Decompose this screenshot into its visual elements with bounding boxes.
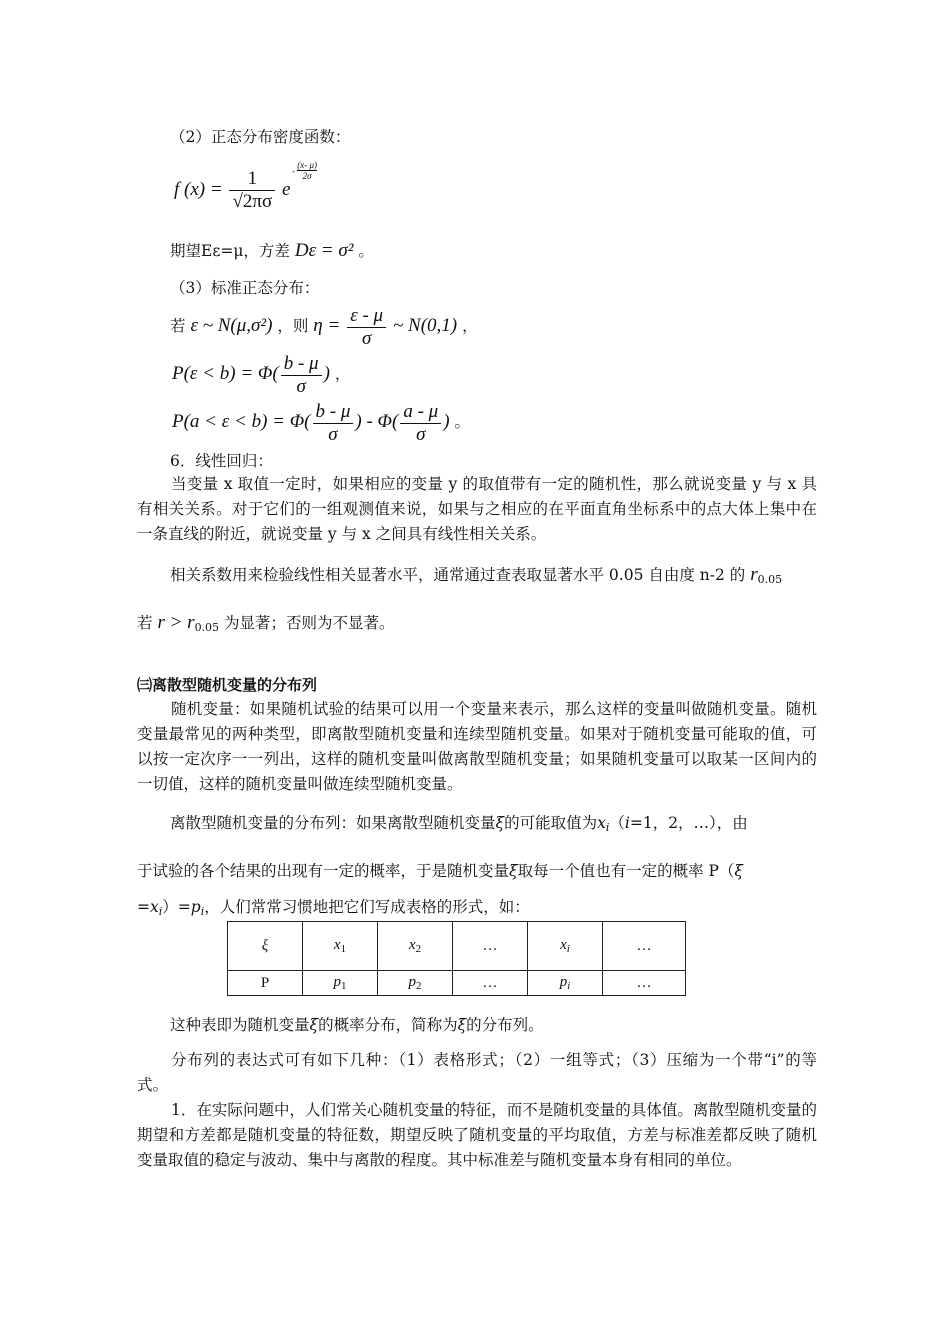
table-cell: …: [453, 971, 528, 996]
after-table-c: 的分布列。: [466, 1016, 544, 1034]
p2-close: ): [443, 411, 450, 432]
density-fraction: [229, 168, 275, 213]
density-exp-base: e: [281, 179, 291, 200]
density-formula: [174, 160, 290, 220]
table-header-p: P: [228, 971, 303, 996]
xi-symbol-3: ξ: [734, 862, 743, 880]
p2-mid: ) - Φ(: [355, 411, 399, 432]
p2-numerator-2: a - μ: [403, 400, 439, 422]
p1-end: ，: [334, 365, 351, 383]
probability-text-b: 取每一个值也有一定的概率 P（: [517, 862, 735, 880]
section-heading: ㈢离散型随机变量的分布列: [137, 676, 318, 694]
distribution-text-c: （: [609, 814, 625, 832]
variance-formula: Dε = σ²: [294, 240, 354, 261]
table-header-xi: ξ: [228, 922, 303, 971]
after-table-line: [170, 1012, 544, 1038]
significance-suffix: 为显著；否则为不显著。: [224, 614, 395, 632]
eta-numerator: ε - μ: [350, 304, 384, 326]
distribution-intro-line: [170, 810, 748, 841]
xi-symbol-2: ξ: [509, 862, 518, 880]
x-symbol: x: [597, 814, 606, 832]
p2-end: 。: [454, 413, 470, 431]
p1-close: ): [323, 363, 330, 384]
p1-numerator: b - μ: [283, 352, 319, 374]
after-table-b: 的概率分布，简称为: [318, 1016, 458, 1034]
i-subscript: i: [605, 821, 610, 834]
distribution-text-d: =1，2，…），由: [629, 814, 748, 832]
exponent-numerator: (x- μ): [297, 160, 318, 170]
r-subscript: 0.05: [757, 573, 783, 586]
expectation-text: 期望Eε=μ，方差: [170, 242, 290, 260]
table-cell: $x_i$: [528, 922, 603, 971]
prefix-if: 若: [170, 317, 186, 335]
significance-subscript: 0.05: [194, 621, 220, 634]
probability-text-a: 于试验的各个结果的出现有一定的概率，于是随机变量: [137, 862, 510, 880]
xi-symbol: ξ: [495, 814, 505, 832]
exponent-denominator: 2σ: [297, 170, 317, 181]
x-symbol-2: x: [150, 898, 159, 916]
table-cell: $p_1$: [303, 971, 378, 996]
p1-fraction: [281, 353, 322, 398]
dist-notation: ε ~ N(μ,σ²): [190, 315, 273, 336]
item1-paragraph: 1．在实际问题中，人们常关心随机变量的特征，而不是随机变量的具体值。离散型随机变量的期望和方差都是随机变量的特征数，期望反映了随机变量的平均取值，方差与标准差都反映了随机变量取值的稳定与波动、集中与离散的程度。其中标准差与随机变量本身有相同的单位。: [137, 1101, 817, 1169]
p-symbol: p: [190, 898, 201, 916]
r-symbol: r: [750, 564, 758, 585]
table-cell: $p_2$: [378, 971, 453, 996]
regression-paragraph: 当变量 x 取值一定时，如果相应的变量 y 的取值带有一定的随机性，那么就说变量 y 与 x 具有相关关系。对于它们的一组观测值来说，如果与之相应的在平面直角坐标系中的点大体上集中在一条直线的附近，就说变量 y 与 x 之间具有线性相关关系。: [137, 475, 817, 543]
standardize-line: [170, 302, 478, 350]
density-lhs: f (x) =: [174, 179, 223, 200]
table-row: [228, 922, 686, 971]
distribution-text-a: 离散型随机变量的分布列：如果离散型随机变量: [170, 814, 496, 832]
p2-lhs: P(a < ε < b) = Φ(: [172, 411, 311, 432]
p2-numerator-1: b - μ: [315, 400, 351, 422]
significance-line: [137, 610, 395, 641]
table-cell: …: [603, 922, 686, 971]
equals-text: =: [137, 898, 150, 916]
forms-paragraph: 分布列的表达式可有如下几种：（1）表格形式；（2）一组等式；（3）压缩为一个带“i”的等式。: [137, 1051, 817, 1094]
probability-between: [172, 398, 470, 446]
random-variable-paragraph: 随机变量：如果随机试验的结果可以用一个变量来表示，那么这样的变量叫做随机变量。随机变量最常见的两种类型，即离散型随机变量和连续型随机变量。如果对于随机变量可能取的值，可以按一定次序一一列出，这样的随机变量叫做离散型随机变量；如果随机变量可以取某一区间内的一切值，这样的随机变量叫做连续型随机变量。: [137, 700, 817, 793]
equals-text-2: ）=: [162, 898, 191, 916]
i-subscript-3: i: [200, 905, 205, 918]
correlation-line: [170, 562, 782, 593]
table-cell: $x_1$: [303, 922, 378, 971]
eta-denominator: σ: [347, 327, 386, 350]
p1-denominator: σ: [281, 375, 322, 398]
eta-lhs: η =: [313, 315, 341, 336]
p2-denominator-1: σ: [313, 423, 354, 446]
regression-title: 6．线性回归：: [170, 452, 273, 470]
i-variable: i: [624, 814, 630, 832]
distribution-text-b: 的可能取值为: [504, 814, 598, 832]
table-cell: $x_2$: [378, 922, 453, 971]
expectation-period: 。: [358, 242, 374, 260]
standard-normal-label: （3）标准正态分布：: [170, 279, 320, 297]
eta-end: ，: [462, 317, 478, 335]
eta-fraction: [347, 305, 386, 350]
table-cell: …: [603, 971, 686, 996]
xi-symbol-4: ξ: [309, 1016, 319, 1034]
expectation-line: [170, 238, 374, 264]
p2-denominator-2: σ: [400, 423, 441, 446]
correlation-text: 相关系数用来检验线性相关显著水平，通常通过查表取显著水平 0.05 自由度 n-2 的: [170, 566, 746, 584]
normal-density-label: （2）正态分布密度函数：: [170, 128, 351, 146]
table-intro-text: ，人们常常习惯地把它们写成表格的形式，如：: [204, 898, 530, 916]
table-cell: …: [453, 922, 528, 971]
table-row: [228, 971, 686, 996]
distribution-table: [227, 921, 686, 996]
density-numerator: 1: [247, 168, 258, 190]
comma-then: ，则: [277, 317, 309, 335]
probability-less-b: [172, 350, 350, 398]
p2-fraction-1: [313, 401, 354, 446]
density-exponent: - $\frac{(x- \mu)}{2\sigma}$: [292, 160, 318, 181]
table-cell: $p_i$: [528, 971, 603, 996]
density-denominator: √2πσ: [229, 190, 275, 213]
significance-formula: r > r: [157, 612, 195, 633]
xi-symbol-5: ξ: [457, 1016, 467, 1034]
eta-rhs: ~ N(0,1): [393, 315, 458, 336]
after-table-a: 这种表即为随机变量: [170, 1016, 310, 1034]
probability-line: [137, 858, 743, 884]
p2-fraction-2: [400, 401, 441, 446]
i-subscript-2: i: [158, 905, 163, 918]
p1-lhs: P(ε < b) = Φ(: [172, 363, 279, 384]
significance-prefix: 若: [137, 614, 153, 632]
